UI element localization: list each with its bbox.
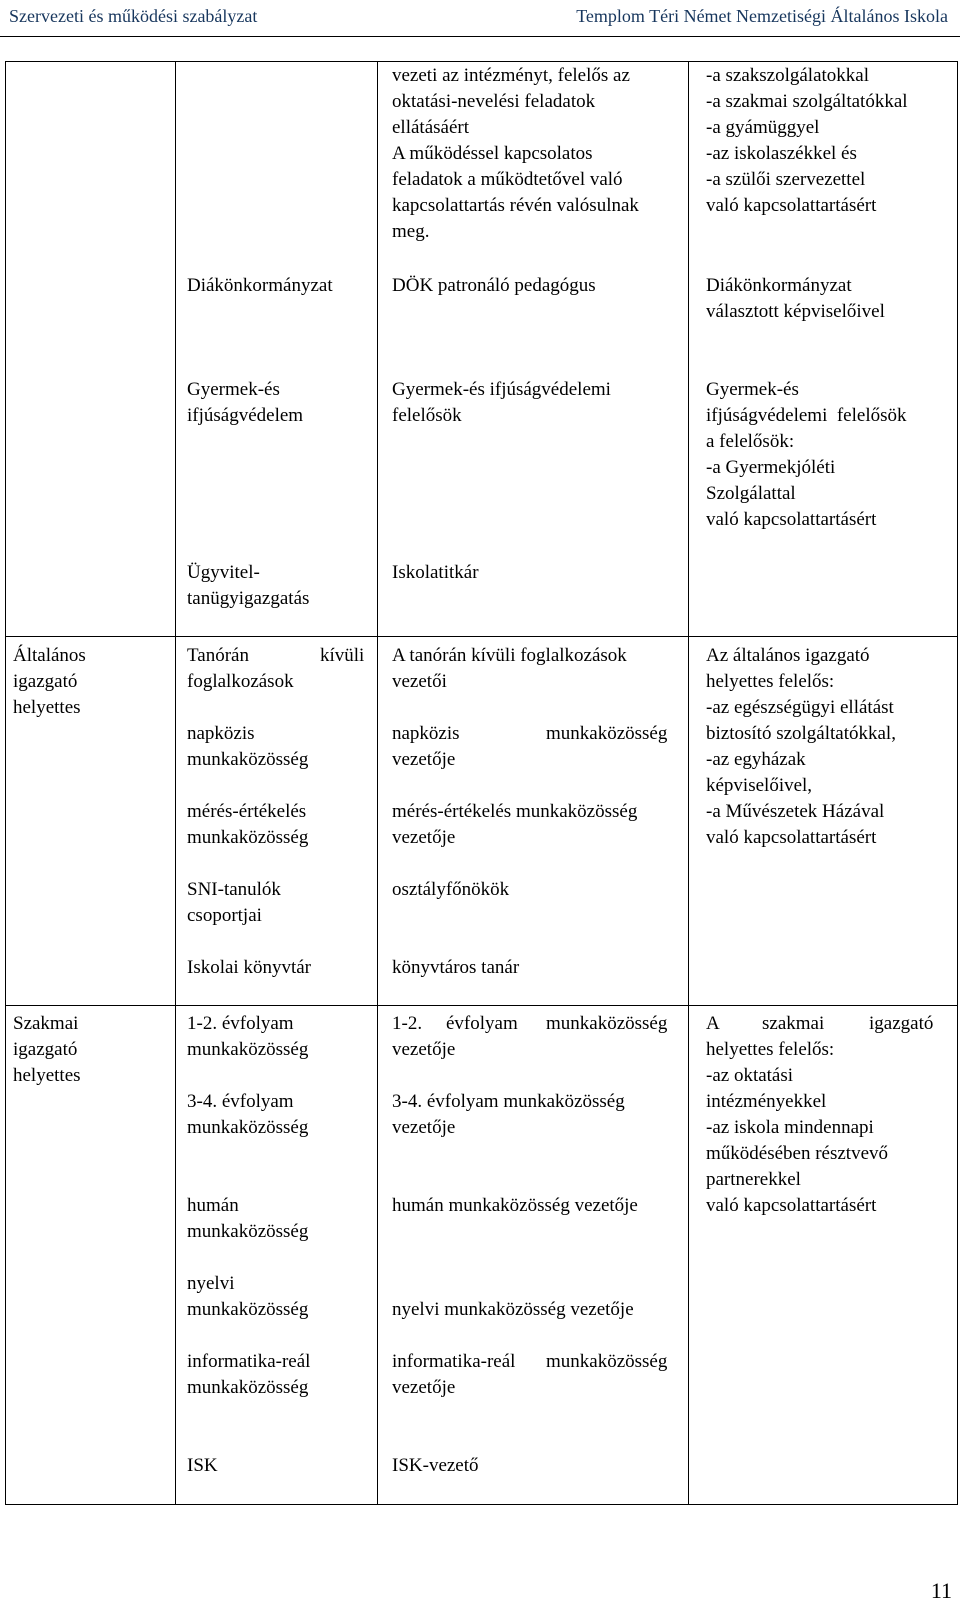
page-number: 11: [930, 1578, 952, 1603]
header-rule: [0, 36, 960, 37]
szakmai-isk-resp: ISK-vezető: [392, 1455, 479, 1476]
szakmai-info-resp-word-1: informatika-reál: [392, 1351, 516, 1372]
szakmai-contact-line-2: helyettes felelős:: [706, 1039, 835, 1060]
gyiv-contact-line-6: való kapcsolattartásért: [706, 509, 877, 530]
szakmai-evf34-resp-line-2: vezetője: [392, 1117, 456, 1138]
szakmai-contact-line-6: működésében résztvevő: [706, 1143, 889, 1164]
szakmai-contact-word-2: szakmai: [762, 1013, 825, 1034]
altalanos-osztalyfonokok: osztályfőnökök: [392, 879, 510, 900]
szakmai-evf12-resp-word-1: 1-2.: [392, 1013, 423, 1034]
top-col3-line-7: meg.: [392, 221, 430, 242]
szakmai-info-line-1: informatika-reál: [187, 1351, 311, 1372]
top-col4-line-1: -a szakszolgálatokkal: [706, 65, 870, 86]
szakmai-human-line-1: humán: [187, 1195, 239, 1216]
table-row-divider-2: [5, 1005, 958, 1006]
altalanos-konyvtar: Iskolai könyvtár: [187, 957, 312, 978]
altalanos-title-line-3: helyettes: [13, 697, 81, 718]
top-col4-line-3: -a gyámüggyel: [706, 117, 820, 138]
altalanos-tanoran-word-2: kívüli: [320, 645, 365, 666]
top-col4-line-2: -a szakmai szolgáltatókkal: [706, 91, 908, 112]
szakmai-evf34-resp-line-1: 3-4. évfolyam munkaközösség: [392, 1091, 625, 1112]
altalanos-tanoran-resp-line-2: vezetői: [392, 671, 447, 692]
altalanos-contact-line-3: -az egészségügyi ellátást: [706, 697, 894, 718]
szakmai-evf12-resp-word-2: évfolyam: [446, 1013, 518, 1034]
szakmai-info-resp-word-2: munkaközösség: [546, 1351, 668, 1372]
altalanos-meres-resp-line-2: vezetője: [392, 827, 456, 848]
gyiv-contact-line-3: a felelősök:: [706, 431, 795, 452]
altalanos-napkozis-line-2: munkaközösség: [187, 749, 309, 770]
altalanos-contact-line-6: képviselőivel,: [706, 775, 813, 796]
szakmai-contact-line-8: való kapcsolattartásért: [706, 1195, 877, 1216]
altalanos-contact-line-2: helyettes felelős:: [706, 671, 835, 692]
altalanos-contact-line-1: Az általános igazgató: [706, 645, 870, 666]
top-col3-line-1: vezeti az intézményt, felelős az: [392, 65, 630, 86]
top-col4-line-4: -az iskolaszékkel és: [706, 143, 857, 164]
szakmai-evf34-line-1: 3-4. évfolyam: [187, 1091, 294, 1112]
header-document-title: Szervezeti és működési szabályzat: [9, 6, 258, 26]
szakmai-evf34-line-2: munkaközösség: [187, 1117, 309, 1138]
altalanos-title-line-1: Általános: [13, 645, 86, 666]
top-col3-line-2: oktatási-nevelési feladatok: [392, 91, 596, 112]
gyiv-responsible-line-2: felelősök: [392, 405, 462, 426]
altalanos-meres-line-2: munkaközösség: [187, 827, 309, 848]
szakmai-human-line-2: munkaközösség: [187, 1221, 309, 1242]
szakmai-contact-line-3: -az oktatási: [706, 1065, 794, 1086]
szakmai-isk: ISK: [187, 1455, 218, 1476]
szakmai-human-resp: humán munkaközösség vezetője: [392, 1195, 638, 1216]
top-col3-line-6: kapcsolattartás révén valósulnak: [392, 195, 639, 216]
gyiv-contact-line-2: ifjúságvédelemi felelősök: [706, 405, 907, 426]
table-col-divider-0: [175, 61, 176, 637]
ugyvitel-unit-line-2: tanügyigazgatás: [187, 588, 310, 609]
szakmai-nyelvi-line-2: munkaközösség: [187, 1299, 309, 1320]
szakmai-title-line-3: helyettes: [13, 1065, 81, 1086]
szakmai-evf12-line-1: 1-2. évfolyam: [187, 1013, 294, 1034]
altalanos-meres-line-1: mérés-értékelés: [187, 801, 307, 822]
altalanos-napkozis-line-1: napközis: [187, 723, 255, 744]
page-header: [0, 0, 960, 34]
top-col3-line-4: A működéssel kapcsolatos: [392, 143, 593, 164]
szakmai-title-line-2: igazgató: [13, 1039, 78, 1060]
dok-contact-line-1: Diákönkormányzat: [706, 275, 852, 296]
altalanos-contact-line-8: való kapcsolattartásért: [706, 827, 877, 848]
gyiv-unit-line-1: Gyermek-és: [187, 379, 280, 400]
gyiv-responsible-line-1: Gyermek-és ifjúságvédelemi: [392, 379, 611, 400]
gyiv-contact-line-5: Szolgálattal: [706, 483, 796, 504]
altalanos-napkozis-resp-word-2: munkaközösség: [546, 723, 668, 744]
szakmai-contact-line-7: partnerekkel: [706, 1169, 801, 1190]
gyiv-unit-line-2: ifjúságvédelem: [187, 405, 304, 426]
table-col-divider-3: [688, 61, 689, 1505]
altalanos-meres-resp-line-1: mérés-értékelés munkaközösség: [392, 801, 638, 822]
ugyvitel-unit-line-1: Ügyvitel-: [187, 562, 260, 583]
szakmai-info-resp-word-3: vezetője: [392, 1377, 456, 1398]
szakmai-info-line-2: munkaközösség: [187, 1377, 309, 1398]
altalanos-contact-line-5: -az egyházak: [706, 749, 806, 770]
szakmai-nyelvi-line-1: nyelvi: [187, 1273, 235, 1294]
altalanos-contact-line-4: biztosító szolgáltatókkal,: [706, 723, 896, 744]
top-col3-line-3: ellátásáért: [392, 117, 470, 138]
altalanos-napkozis-resp-word-1: napközis: [392, 723, 460, 744]
szakmai-contact-line-4: intézményekkel: [706, 1091, 827, 1112]
altalanos-tanoran-word-1: Tanórán: [187, 645, 249, 666]
szakmai-nyelvi-resp: nyelvi munkaközösség vezetője: [392, 1299, 634, 1320]
altalanos-konyvtaros: könyvtáros tanár: [392, 957, 520, 978]
altalanos-tanoran-word-3: foglalkozások: [187, 671, 294, 692]
szakmai-contact-word-3: igazgató: [869, 1013, 934, 1034]
altalanos-contact-line-7: -a Művészetek Házával: [706, 801, 885, 822]
top-col4-line-6: való kapcsolattartásért: [706, 195, 877, 216]
altalanos-sni-line-1: SNI-tanulók: [187, 879, 281, 900]
szakmai-title-line-1: Szakmai: [13, 1013, 79, 1034]
szakmai-contact-word-1: A: [706, 1013, 720, 1034]
altalanos-sni-line-2: csoportjai: [187, 905, 262, 926]
table-col-divider-2: [377, 61, 378, 1505]
szakmai-evf12-resp-word-3: munkaközösség: [546, 1013, 668, 1034]
szakmai-evf12-resp-word-4: vezetője: [392, 1039, 456, 1060]
gyiv-contact-line-1: Gyermek-és: [706, 379, 799, 400]
altalanos-title-line-2: igazgató: [13, 671, 78, 692]
dok-contact-line-2: választott képviselőivel: [706, 301, 885, 322]
top-col3-line-5: feladatok a működtetővel való: [392, 169, 623, 190]
szakmai-contact-line-5: -az iskola mindennapi: [706, 1117, 874, 1138]
ugyvitel-responsible: Iskolatitkár: [392, 562, 479, 583]
top-col4-line-5: -a szülői szervezettel: [706, 169, 866, 190]
szakmai-evf12-line-2: munkaközösség: [187, 1039, 309, 1060]
table-col-divider-1: [175, 637, 176, 1505]
altalanos-napkozis-resp-word-3: vezetője: [392, 749, 456, 770]
gyiv-contact-line-4: -a Gyermekjóléti: [706, 457, 836, 478]
table-row-divider-1: [5, 636, 958, 637]
header-school-name: Templom Téri Német Nemzetiségi Általános Iskola: [576, 6, 948, 26]
dok-responsible: DÖK patronáló pedagógus: [392, 275, 596, 296]
altalanos-tanoran-resp-line-1: A tanórán kívüli foglalkozások: [392, 645, 627, 666]
dok-unit: Diákönkormányzat: [187, 275, 333, 296]
